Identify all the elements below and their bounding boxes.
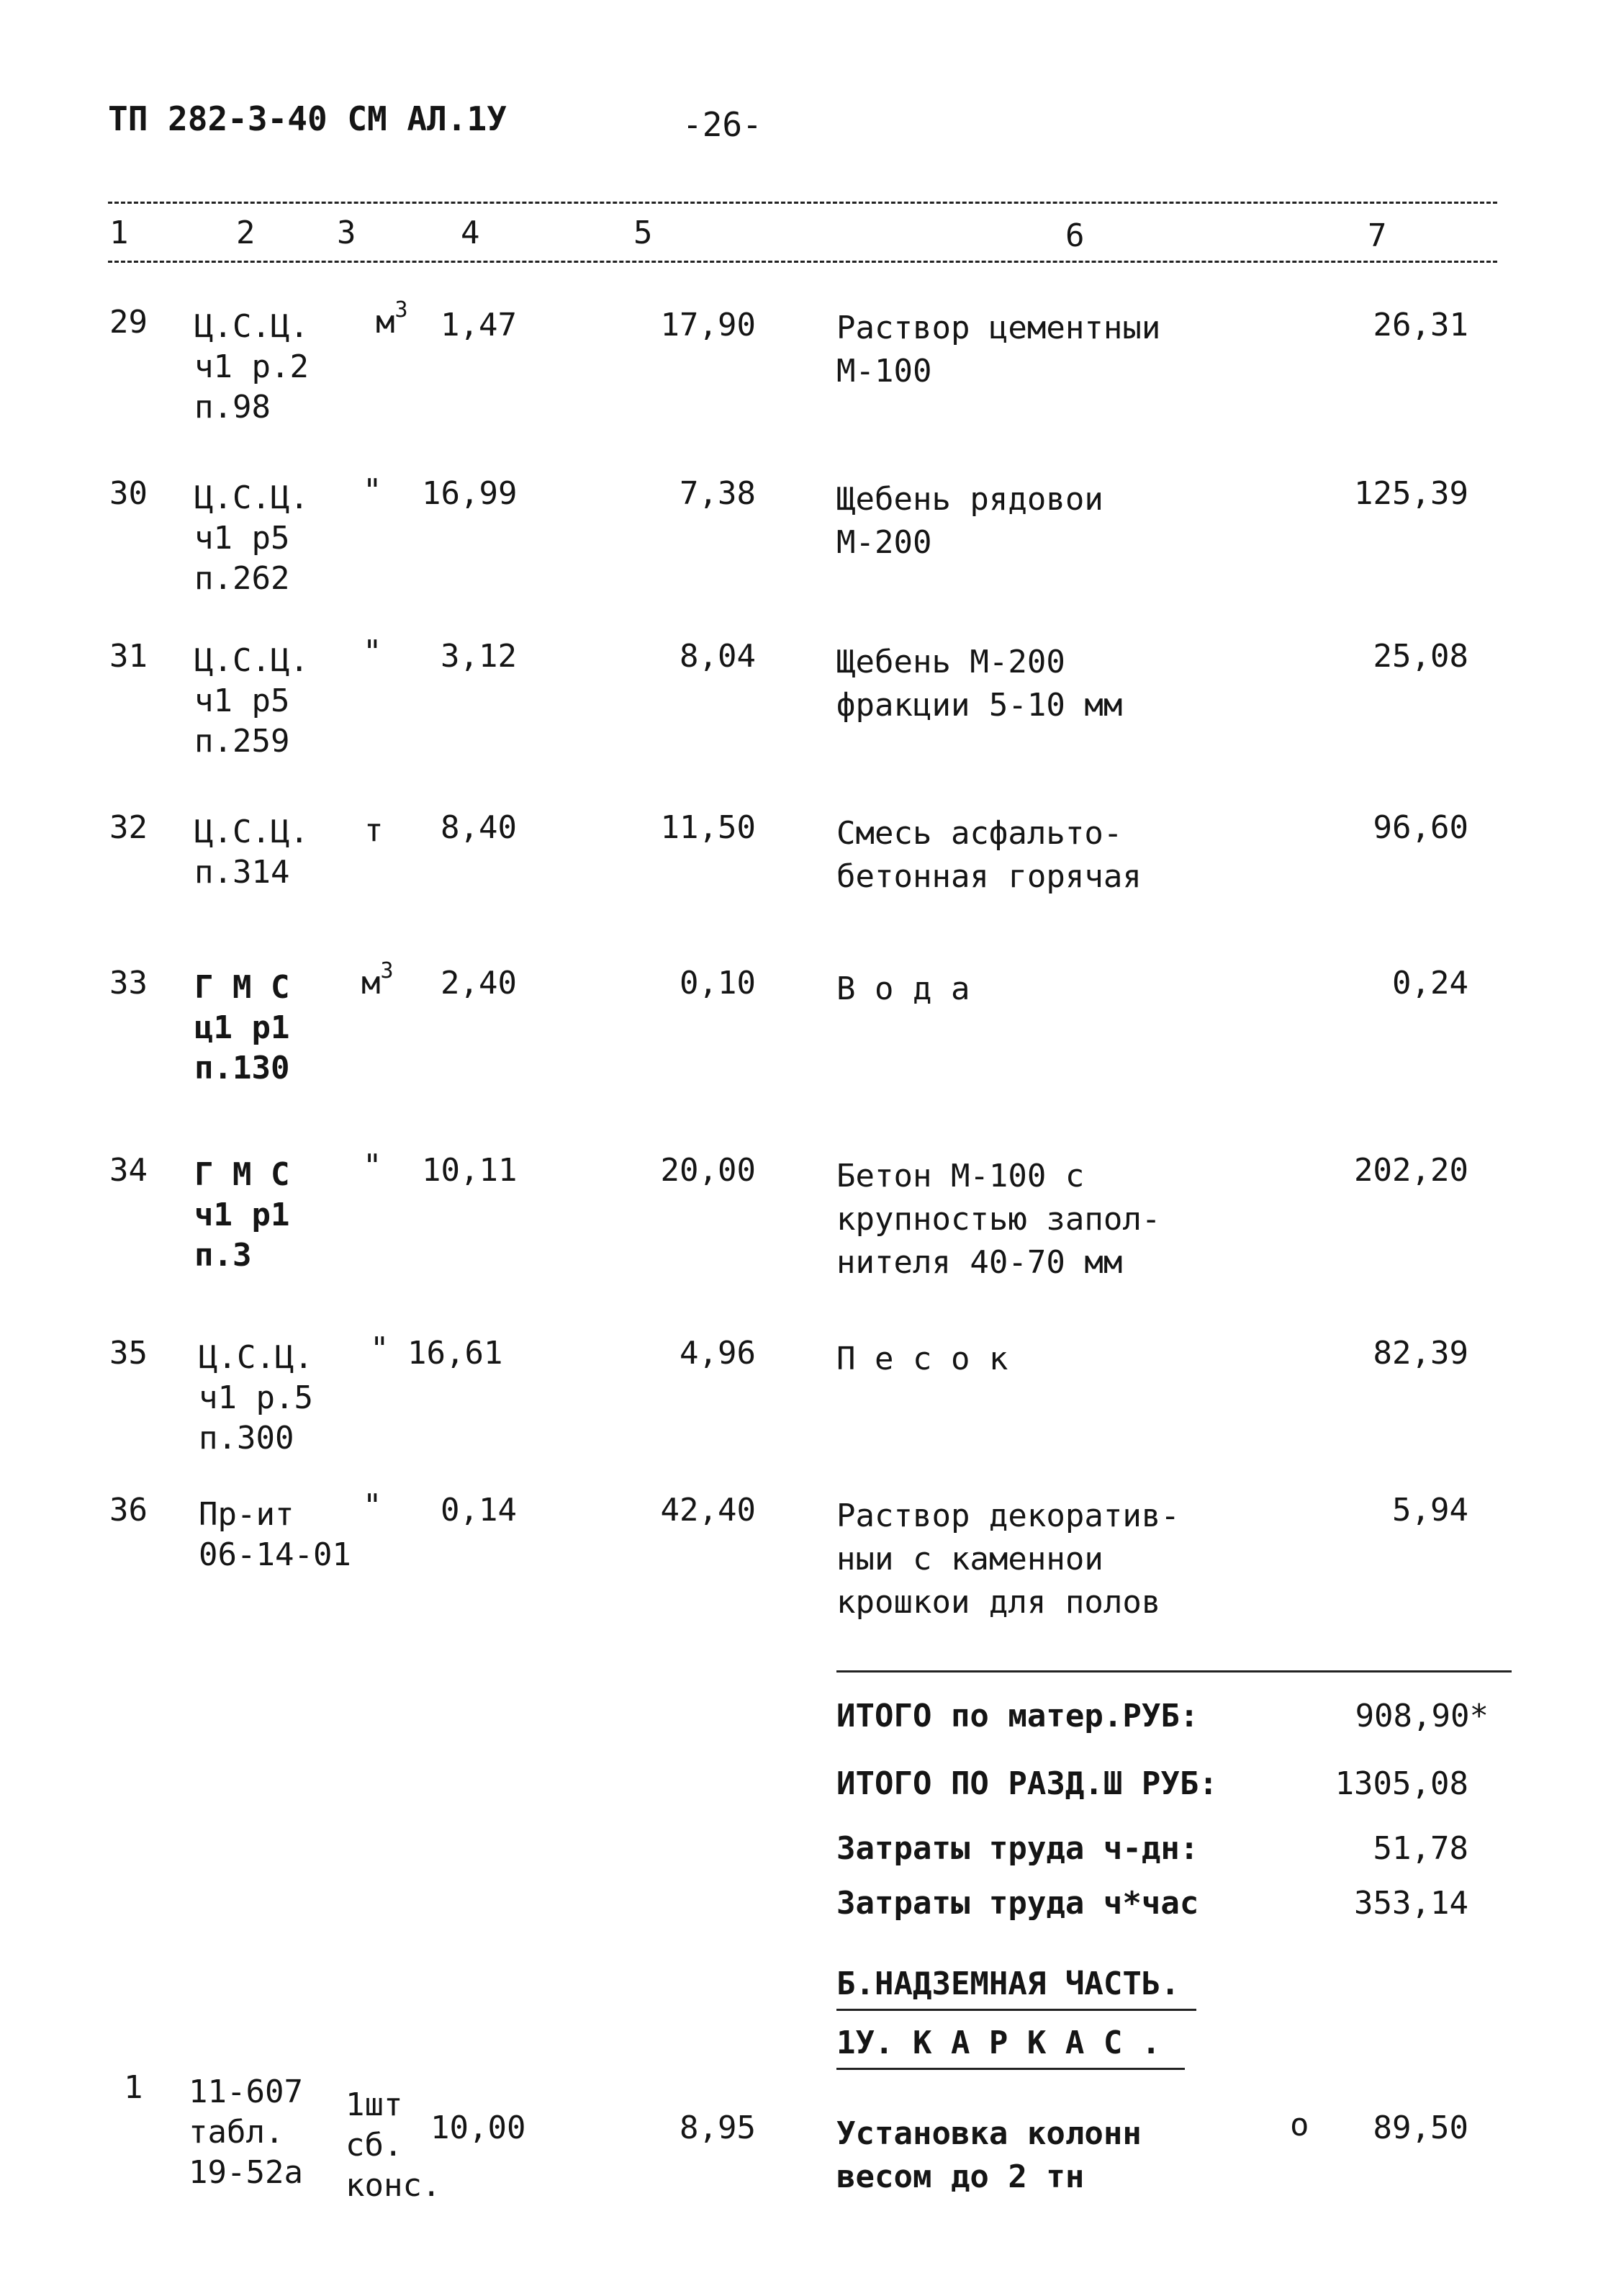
col-header-5: 5 [633, 215, 653, 251]
row-code: Ц.С.Ц. ч1 р5 п.262 [194, 480, 309, 597]
row-number: 36 [109, 1492, 148, 1529]
summary-label: Затраты труда ч-дн: [836, 1830, 1199, 1867]
row-unit: $м^3$ [376, 297, 408, 341]
row-total: 5,94 [1392, 1492, 1468, 1529]
row-quantity: 0,14 [441, 1492, 517, 1529]
row-total: 96,60 [1373, 809, 1468, 846]
row-unit: т [364, 812, 384, 849]
row-number: 34 [109, 1152, 148, 1189]
page-number: -26- [682, 105, 762, 144]
row-unit-price: 8,04 [680, 638, 756, 675]
document-code: ТП 282-3-40 СМ АЛ.1У [108, 99, 507, 138]
col-header-3: 3 [337, 215, 356, 251]
row-description: Раствор цементныи М-100 [836, 310, 1161, 390]
col-header-1: 1 [109, 215, 129, 251]
row-unit-price: 8,95 [680, 2110, 756, 2146]
row-number: 33 [109, 965, 148, 1001]
row-total: 89,50 [1373, 2110, 1468, 2146]
row-total: 202,20 [1354, 1152, 1468, 1189]
row-code: Ц.С.Ц. п.314 [194, 814, 309, 891]
summary-rule [836, 1670, 1512, 1673]
row-unit-price: 4,96 [680, 1335, 756, 1372]
row-unit: " [363, 1487, 382, 1524]
col-header-4: 4 [461, 215, 480, 251]
row-unit: " [363, 1148, 382, 1184]
row-unit: $м^3$ [361, 958, 394, 1001]
row-number: 32 [109, 809, 148, 846]
summary-value: 353,14 [1354, 1885, 1468, 1922]
section-title-underline [836, 2009, 1196, 2011]
row-description: П е с о к [836, 1341, 1008, 1377]
row-unit-price: 0,10 [680, 965, 756, 1001]
row-number: 31 [109, 638, 148, 675]
section-subtitle-underline [836, 2068, 1185, 2070]
summary-value: 51,78 [1373, 1830, 1468, 1867]
row-code: Пр-ит 06-14-01 [199, 1496, 351, 1573]
row-code: Ц.С.Ц. ч1 р.2 п.98 [194, 308, 309, 426]
summary-value: 908,90* [1355, 1698, 1489, 1734]
row-quantity: 8,40 [441, 809, 517, 846]
col-header-2: 2 [236, 215, 256, 251]
row-unit: " [363, 472, 382, 509]
row-number: 30 [109, 475, 148, 512]
row-total: 0,24 [1392, 965, 1468, 1001]
row-quantity: 10,11 [422, 1152, 518, 1189]
summary-label: Затраты труда ч*час [836, 1885, 1199, 1922]
row-total: 82,39 [1373, 1335, 1468, 1372]
row-description: Раствор декоратив- ныи с каменнои крошкои для полов [836, 1498, 1180, 1621]
row-total: 125,39 [1354, 475, 1468, 512]
row-description: Щебень М-200 фракции 5-10 мм [836, 644, 1123, 724]
bullet-mark: о [1290, 2107, 1309, 2143]
row-quantity: 1,47 [441, 307, 517, 343]
col-header-7: 7 [1368, 217, 1387, 254]
row-description: Установка колонн весом до 2 тн [836, 2115, 1142, 2195]
row-quantity: 16,99 [422, 475, 518, 512]
row-code: Ц.С.Ц. ч1 р5 п.259 [194, 642, 309, 760]
row-code: Ц.С.Ц. ч1 р.5 п.300 [199, 1339, 313, 1457]
row-unit-price: 42,40 [660, 1492, 756, 1529]
row-number: 29 [109, 304, 148, 341]
row-unit-price: 11,50 [660, 809, 756, 846]
row-unit: 1шт сб. конс. [346, 2086, 441, 2204]
row-unit-price: 7,38 [680, 475, 756, 512]
col-header-6: 6 [1065, 217, 1085, 254]
section-title: Б.НАДЗЕМНАЯ ЧАСТЬ. [836, 1966, 1180, 2002]
row-code: Г М С ц1 р1 п.130 [194, 969, 290, 1086]
row-description: Щебень рядовои М-200 [836, 481, 1103, 561]
row-description: Смесь асфальто- бетонная горячая [836, 815, 1142, 895]
summary-label: ИТОГО по матер.РУБ: [836, 1698, 1199, 1734]
row-total: 26,31 [1373, 307, 1468, 343]
header-bottom-rule [108, 261, 1497, 263]
row-unit-price: 17,90 [660, 307, 756, 343]
summary-label: ИТОГО ПО РАЗД.Ш РУБ: [836, 1765, 1218, 1802]
row-description: Бетон М-100 с крупностью запол- нителя 40-70 мм [836, 1158, 1161, 1281]
row-unit: " [363, 634, 382, 670]
row-quantity: 10,00 [430, 2110, 526, 2146]
row-code: Г М С ч1 р1 п.3 [194, 1156, 290, 1274]
section-subtitle: 1У. К А Р К А С . [836, 2025, 1161, 2061]
row-number: 1 [124, 2069, 143, 2106]
row-quantity: 16,61 [407, 1335, 503, 1372]
row-number: 35 [109, 1335, 148, 1372]
row-unit-price: 20,00 [660, 1152, 756, 1189]
row-quantity: 3,12 [441, 638, 517, 675]
header-top-rule [108, 202, 1497, 204]
row-quantity: 2,40 [441, 965, 517, 1001]
row-total: 25,08 [1373, 638, 1468, 675]
row-unit: " [370, 1331, 389, 1367]
summary-value: 1305,08 [1335, 1765, 1468, 1802]
row-description: В о д а [836, 971, 970, 1007]
row-code: 11-607 табл. 19-52а [189, 2074, 303, 2191]
